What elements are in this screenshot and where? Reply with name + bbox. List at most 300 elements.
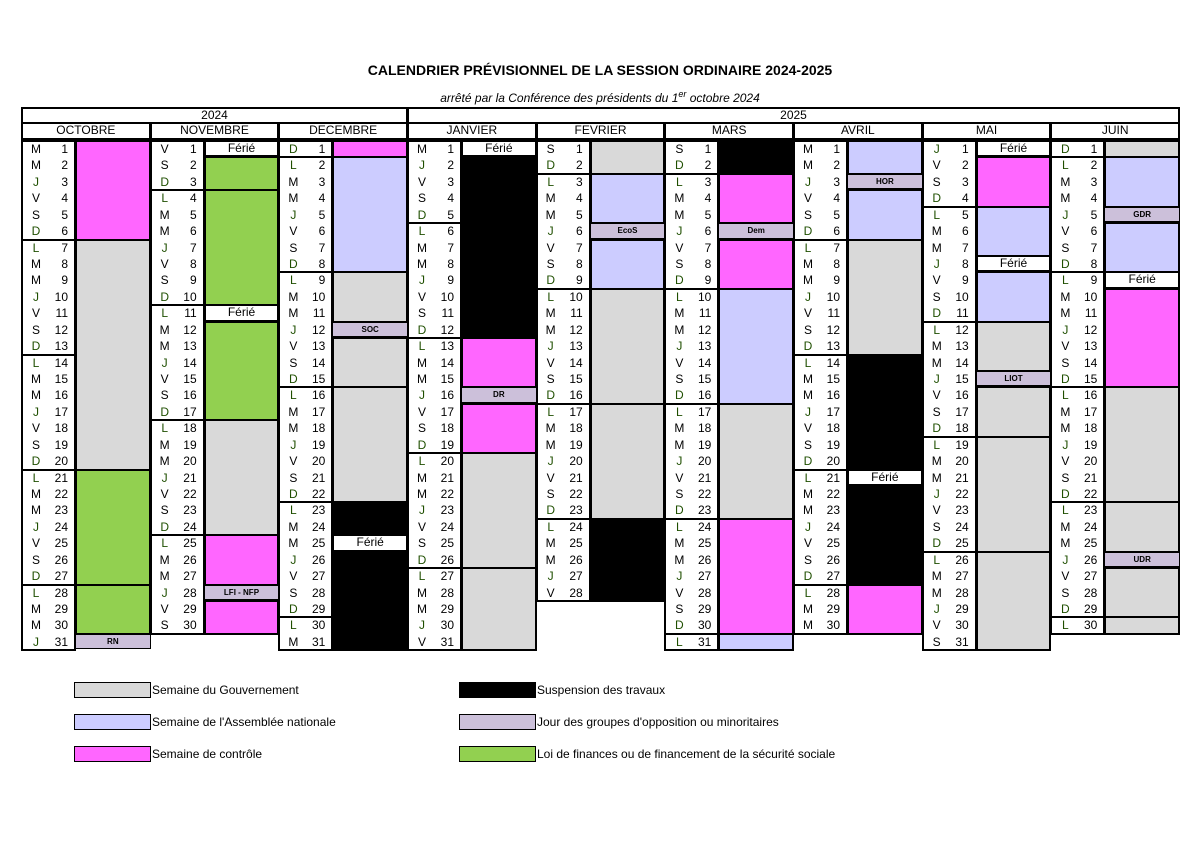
weekday-letter: J [161, 585, 168, 600]
weekday-letter: L [161, 306, 168, 321]
day-number: 25 [1084, 536, 1098, 551]
day-number: 1 [318, 142, 326, 156]
weekday-letter: L [804, 355, 812, 370]
weekday-letter: D [160, 404, 169, 419]
opposition-day-cell: SOC [332, 322, 408, 337]
day-number: 11 [956, 306, 969, 321]
week-period-block [1104, 222, 1180, 273]
day-number: 7 [447, 240, 454, 255]
weekday-letter: J [676, 569, 683, 584]
day-number: 14 [697, 355, 712, 370]
weekday-letter: M [417, 257, 427, 271]
day-number: 18 [697, 421, 712, 436]
weekday-letter: D [417, 552, 427, 567]
weekday-letter: S [932, 634, 941, 649]
day-number: 9 [447, 273, 454, 288]
legend-label: Semaine de l'Assemblée nationale [152, 715, 336, 729]
day-number: 13 [1084, 339, 1098, 354]
day-number: 27 [183, 569, 197, 584]
legend-label: Semaine de contrôle [152, 747, 263, 761]
day-number: 12 [697, 322, 712, 337]
weekday-letter: D [1061, 372, 1070, 387]
day-number: 17 [440, 404, 454, 419]
weekday-letter: V [804, 191, 813, 206]
weekday-letter: M [288, 174, 299, 189]
day-number: 25 [183, 536, 197, 551]
day-number: 4 [189, 191, 197, 206]
week-period-block [1104, 288, 1180, 389]
holiday-cell: Férié [976, 140, 1052, 157]
day-number: 14 [440, 355, 454, 370]
day-number: 19 [311, 437, 326, 452]
day-number: 16 [955, 388, 969, 403]
day-number: 16 [697, 388, 712, 403]
weekday-letter: S [31, 437, 40, 452]
day-number: 31 [440, 634, 454, 649]
weekday-letter: V [31, 421, 40, 436]
weekday-letter: L [32, 240, 40, 255]
weekday-letter: J [805, 174, 812, 189]
day-number: 15 [955, 372, 969, 387]
weekday-letter: S [932, 289, 941, 304]
weekday-letter: J [676, 224, 683, 239]
day-number: 31 [311, 634, 326, 649]
day-number: 20 [697, 454, 712, 469]
week-period-block [590, 239, 666, 290]
day-number: 24 [1084, 519, 1098, 534]
weekday-letter: V [675, 355, 684, 370]
day-number: 8 [447, 257, 454, 271]
week-period-block [847, 140, 923, 175]
weekday-letter: S [804, 322, 813, 337]
day-number: 3 [318, 174, 326, 189]
weekday-letter: S [160, 273, 169, 288]
weekday-letter: S [1061, 240, 1070, 255]
day-number: 18 [569, 421, 583, 436]
day-number: 17 [569, 404, 583, 419]
weekday-letter: S [932, 174, 941, 189]
day-number: 11 [1084, 306, 1098, 321]
year-header: 2025 [407, 107, 1180, 124]
day-number: 12 [311, 322, 326, 337]
week-period-block [332, 386, 408, 503]
weekday-letter: D [1061, 487, 1070, 502]
month-header: NOVEMBRE [150, 122, 280, 140]
holiday-cell: Férié [976, 255, 1052, 272]
week-period-block [75, 239, 151, 471]
week-period-block [847, 189, 923, 240]
day-number: 4 [318, 191, 326, 206]
weekday-letter: S [1061, 585, 1070, 600]
day-number: 3 [189, 174, 197, 189]
weekday-letter: J [290, 207, 297, 222]
weekday-letter: V [804, 421, 813, 436]
weekday-letter: S [932, 404, 941, 419]
weekday-letter: S [31, 322, 40, 337]
weekday-letter: V [160, 487, 169, 502]
weekday-letter: S [804, 552, 813, 567]
day-number: 23 [183, 503, 197, 518]
legend-swatch [459, 682, 536, 698]
day-number: 10 [569, 289, 583, 304]
weekday-letter: D [803, 339, 813, 354]
day-number: 28 [826, 585, 841, 600]
day-number: 27 [955, 569, 969, 584]
month-header: MAI [922, 122, 1052, 140]
holiday-cell: Férié [204, 304, 280, 321]
day-number: 26 [569, 552, 583, 567]
day-number: 31 [955, 634, 969, 649]
day-number: 27 [569, 569, 583, 584]
day-number: 30 [1084, 618, 1098, 633]
weekday-letter: M [417, 372, 427, 387]
day-number: 27 [826, 569, 841, 584]
day-number: 12 [826, 322, 841, 337]
day-number: 14 [311, 355, 326, 370]
day-number: 15 [826, 372, 841, 387]
weekday-letter: S [546, 487, 555, 502]
day-number: 11 [312, 306, 326, 321]
weekday-letter: D [675, 158, 684, 173]
weekday-letter: D [803, 569, 813, 584]
day-number: 21 [826, 470, 841, 485]
week-period-block [976, 436, 1052, 553]
weekday-letter: V [1061, 339, 1070, 354]
opposition-day-cell: UDR [1104, 552, 1180, 567]
weekday-letter: M [31, 503, 41, 518]
weekday-letter: L [547, 289, 555, 304]
day-number: 18 [826, 421, 841, 436]
day-number: 12 [440, 322, 454, 337]
day-number: 18 [1084, 421, 1098, 436]
weekday-letter: M [1060, 519, 1071, 534]
weekday-letter: V [546, 240, 555, 255]
weekday-letter: M [931, 569, 942, 584]
weekday-letter: V [1061, 224, 1070, 239]
week-period-block [847, 239, 923, 356]
day-number: 9 [318, 273, 326, 288]
weekday-letter: L [161, 421, 168, 436]
weekday-letter: V [160, 257, 169, 271]
day-number: 24 [311, 519, 326, 534]
weekday-letter: V [932, 388, 941, 403]
day-number: 29 [183, 602, 197, 617]
month-header: OCTOBRE [21, 122, 151, 140]
week-period-block [332, 551, 408, 652]
weekday-letter: M [288, 306, 299, 321]
day-number: 29 [54, 602, 68, 617]
day-number: 24 [826, 519, 841, 534]
weekday-letter: J [161, 470, 168, 485]
weekday-letter: V [289, 454, 298, 469]
day-number: 3 [1090, 174, 1098, 189]
week-period-block [461, 403, 537, 454]
weekday-letter: L [418, 454, 426, 469]
weekday-letter: S [1061, 355, 1070, 370]
day-number: 10 [826, 289, 841, 304]
weekday-letter: M [674, 207, 685, 222]
weekday-letter: M [545, 552, 556, 567]
weekday-letter: M [674, 437, 685, 452]
day-number: 19 [826, 437, 841, 452]
day-number: 3 [704, 174, 712, 189]
week-period-block [75, 584, 151, 635]
day-number: 8 [61, 257, 68, 271]
day-number: 6 [318, 224, 326, 239]
weekday-letter: M [288, 289, 299, 304]
weekday-letter: M [31, 602, 41, 617]
weekday-letter: J [33, 519, 39, 534]
day-number: 3 [833, 174, 841, 189]
week-period-block [718, 518, 794, 635]
week-period-block [1104, 156, 1180, 207]
weekday-letter: S [675, 257, 684, 271]
day-number: 19 [569, 437, 583, 452]
week-period-block [976, 206, 1052, 257]
day-number: 10 [955, 289, 969, 304]
day-number: 3 [962, 174, 969, 189]
weekday-letter: V [417, 289, 426, 304]
weekday-letter: J [419, 158, 425, 173]
day-number: 9 [1090, 273, 1098, 288]
month-header: DECEMBRE [278, 122, 408, 140]
day-number: 6 [447, 224, 454, 239]
weekday-letter: V [675, 585, 684, 600]
weekday-letter: M [1060, 306, 1071, 321]
day-number: 2 [962, 158, 969, 173]
day-number: 13 [569, 339, 583, 354]
day-number: 1 [189, 142, 197, 156]
day-number: 25 [697, 536, 712, 551]
weekday-letter: D [932, 306, 942, 321]
opposition-day-cell: LFI - NFP [204, 585, 280, 600]
weekday-letter: J [1062, 207, 1069, 222]
weekday-letter: M [417, 355, 427, 370]
week-period-block [847, 485, 923, 586]
weekday-letter: J [419, 273, 425, 288]
day-number: 25 [569, 536, 583, 551]
day-number: 15 [440, 372, 454, 387]
day-number: 12 [569, 322, 583, 337]
weekday-letter: D [417, 207, 427, 222]
weekday-letter: V [417, 174, 426, 189]
day-number: 11 [827, 306, 841, 321]
weekday-letter: D [288, 487, 298, 502]
month-header: FEVRIER [536, 122, 666, 140]
weekday-letter: D [932, 191, 942, 206]
weekday-letter: M [803, 503, 814, 518]
legend-label: Semaine du Gouvernement [152, 683, 299, 697]
subtitle-sup: er [678, 89, 687, 99]
day-number: 21 [955, 470, 969, 485]
subtitle-text: arrêté par la Conférence des présidents du 1 [440, 91, 679, 105]
weekday-letter: L [161, 536, 168, 551]
weekday-letter: V [932, 273, 941, 288]
weekday-letter: D [1061, 602, 1070, 617]
weekday-letter: J [33, 174, 39, 189]
day-number: 22 [826, 487, 841, 502]
weekday-letter: V [160, 372, 169, 387]
legend-swatch [74, 714, 151, 730]
opposition-day-cell: LIOT [976, 371, 1052, 386]
day-number: 27 [54, 569, 68, 584]
day-number: 20 [183, 454, 197, 469]
weekday-letter: L [547, 174, 555, 189]
weekday-letter: J [676, 454, 683, 469]
opposition-day-cell: DR [461, 387, 537, 402]
day-number: 19 [1084, 437, 1098, 452]
holiday-cell: Férié [332, 534, 408, 551]
weekday-letter: S [160, 388, 169, 403]
weekday-letter: V [932, 503, 941, 518]
weekday-letter: M [674, 421, 685, 436]
weekday-letter: M [803, 142, 814, 156]
day-number: 6 [575, 224, 583, 239]
legend-swatch [459, 714, 536, 730]
day-number: 26 [311, 552, 326, 567]
weekday-letter: M [159, 454, 170, 469]
week-period-block [976, 386, 1052, 437]
weekday-letter: S [417, 306, 426, 321]
weekday-letter: V [546, 355, 555, 370]
day-number: 19 [440, 437, 454, 452]
weekday-letter: M [288, 536, 299, 551]
day-number: 23 [697, 503, 712, 518]
weekday-letter: M [31, 158, 41, 173]
week-period-block [590, 288, 666, 405]
day-number: 10 [440, 289, 454, 304]
weekday-letter: D [932, 421, 942, 436]
weekday-letter: J [33, 634, 39, 649]
day-number: 4 [833, 191, 841, 206]
weekday-letter: L [933, 552, 941, 567]
week-period-block [75, 469, 151, 586]
holiday-cell: Férié [204, 140, 280, 157]
day-number: 5 [962, 207, 969, 222]
weekday-letter: M [159, 569, 170, 584]
day-number: 27 [697, 569, 712, 584]
weekday-letter: J [419, 503, 425, 518]
weekday-letter: M [931, 355, 942, 370]
day-number: 26 [826, 552, 841, 567]
day-number: 8 [575, 257, 583, 271]
weekday-letter: S [546, 142, 555, 156]
week-period-block [1104, 501, 1180, 552]
day-number: 13 [826, 339, 841, 354]
weekday-letter: M [545, 437, 556, 452]
day-number: 20 [1084, 454, 1098, 469]
day-number: 21 [1084, 470, 1098, 485]
weekday-letter: J [1062, 437, 1069, 452]
day-number: 23 [54, 503, 68, 518]
day-number: 1 [833, 142, 841, 156]
legend-label: Loi de finances ou de financement de la sécurité sociale [537, 747, 836, 761]
day-number: 30 [826, 618, 841, 633]
day-number: 13 [54, 339, 68, 354]
weekday-letter: L [32, 585, 40, 600]
day-number: 27 [1084, 569, 1098, 584]
weekday-letter: D [31, 569, 41, 584]
weekday-letter: V [417, 634, 426, 649]
day-number: 5 [575, 207, 583, 222]
day-number: 9 [575, 273, 583, 288]
day-number: 5 [318, 207, 326, 222]
week-period-block [204, 321, 280, 422]
weekday-letter: M [674, 306, 685, 321]
weekday-letter: M [545, 191, 556, 206]
week-period-block [461, 452, 537, 569]
week-period-block [204, 600, 280, 635]
weekday-letter: V [289, 569, 298, 584]
day-number: 2 [833, 158, 841, 173]
weekday-letter: D [675, 388, 684, 403]
weekday-letter: M [31, 618, 41, 633]
weekday-letter: S [160, 158, 169, 173]
opposition-day-cell: GDR [1104, 207, 1180, 222]
day-number: 15 [54, 372, 68, 387]
week-period-block [590, 173, 666, 224]
weekday-letter: D [160, 174, 169, 189]
legend-label: Jour des groupes d'opposition ou minoritaires [537, 715, 779, 729]
legend-swatch [459, 746, 536, 762]
weekday-letter: J [161, 355, 168, 370]
day-number: 22 [440, 487, 454, 502]
day-number: 21 [697, 470, 712, 485]
day-number: 1 [704, 142, 712, 156]
weekday-letter: L [933, 322, 941, 337]
opposition-day-cell: HOR [847, 174, 923, 189]
week-period-block [461, 567, 537, 651]
weekday-letter: M [803, 257, 814, 271]
day-number: 13 [697, 339, 712, 354]
day-number: 7 [575, 240, 583, 255]
day-number: 17 [697, 404, 712, 419]
week-period-block [718, 633, 794, 651]
weekday-letter: V [804, 536, 813, 551]
weekday-letter: V [1061, 569, 1070, 584]
weekday-letter: M [545, 322, 556, 337]
weekday-letter: S [160, 618, 169, 633]
weekday-letter: V [31, 306, 40, 321]
day-number: 23 [569, 503, 583, 518]
day-number: 2 [318, 158, 326, 173]
week-period-block [1104, 616, 1180, 634]
weekday-letter: V [160, 142, 169, 156]
weekday-letter: J [33, 289, 39, 304]
weekday-letter: M [159, 552, 170, 567]
weekday-letter: L [289, 388, 297, 403]
day-number: 14 [826, 355, 841, 370]
day-number: 14 [183, 355, 197, 370]
page-title: CALENDRIER PRÉVISIONNEL DE LA SESSION ORDINAIRE 2024-2025 [367, 62, 833, 78]
day-number: 5 [1090, 207, 1098, 222]
week-period-block [332, 156, 408, 273]
weekday-letter: J [933, 372, 940, 387]
weekday-letter: J [290, 552, 297, 567]
day-number: 28 [569, 585, 583, 600]
weekday-letter: J [547, 224, 554, 239]
day-number: 14 [54, 355, 68, 370]
year-header: 2024 [21, 107, 408, 124]
weekday-letter: L [1062, 618, 1069, 633]
weekday-letter: V [289, 224, 298, 239]
weekday-letter: M [931, 339, 942, 354]
day-number: 1 [447, 142, 454, 156]
day-number: 16 [569, 388, 583, 403]
day-number: 25 [955, 536, 969, 551]
holiday-cell: Férié [847, 469, 923, 486]
weekday-letter: M [545, 421, 556, 436]
